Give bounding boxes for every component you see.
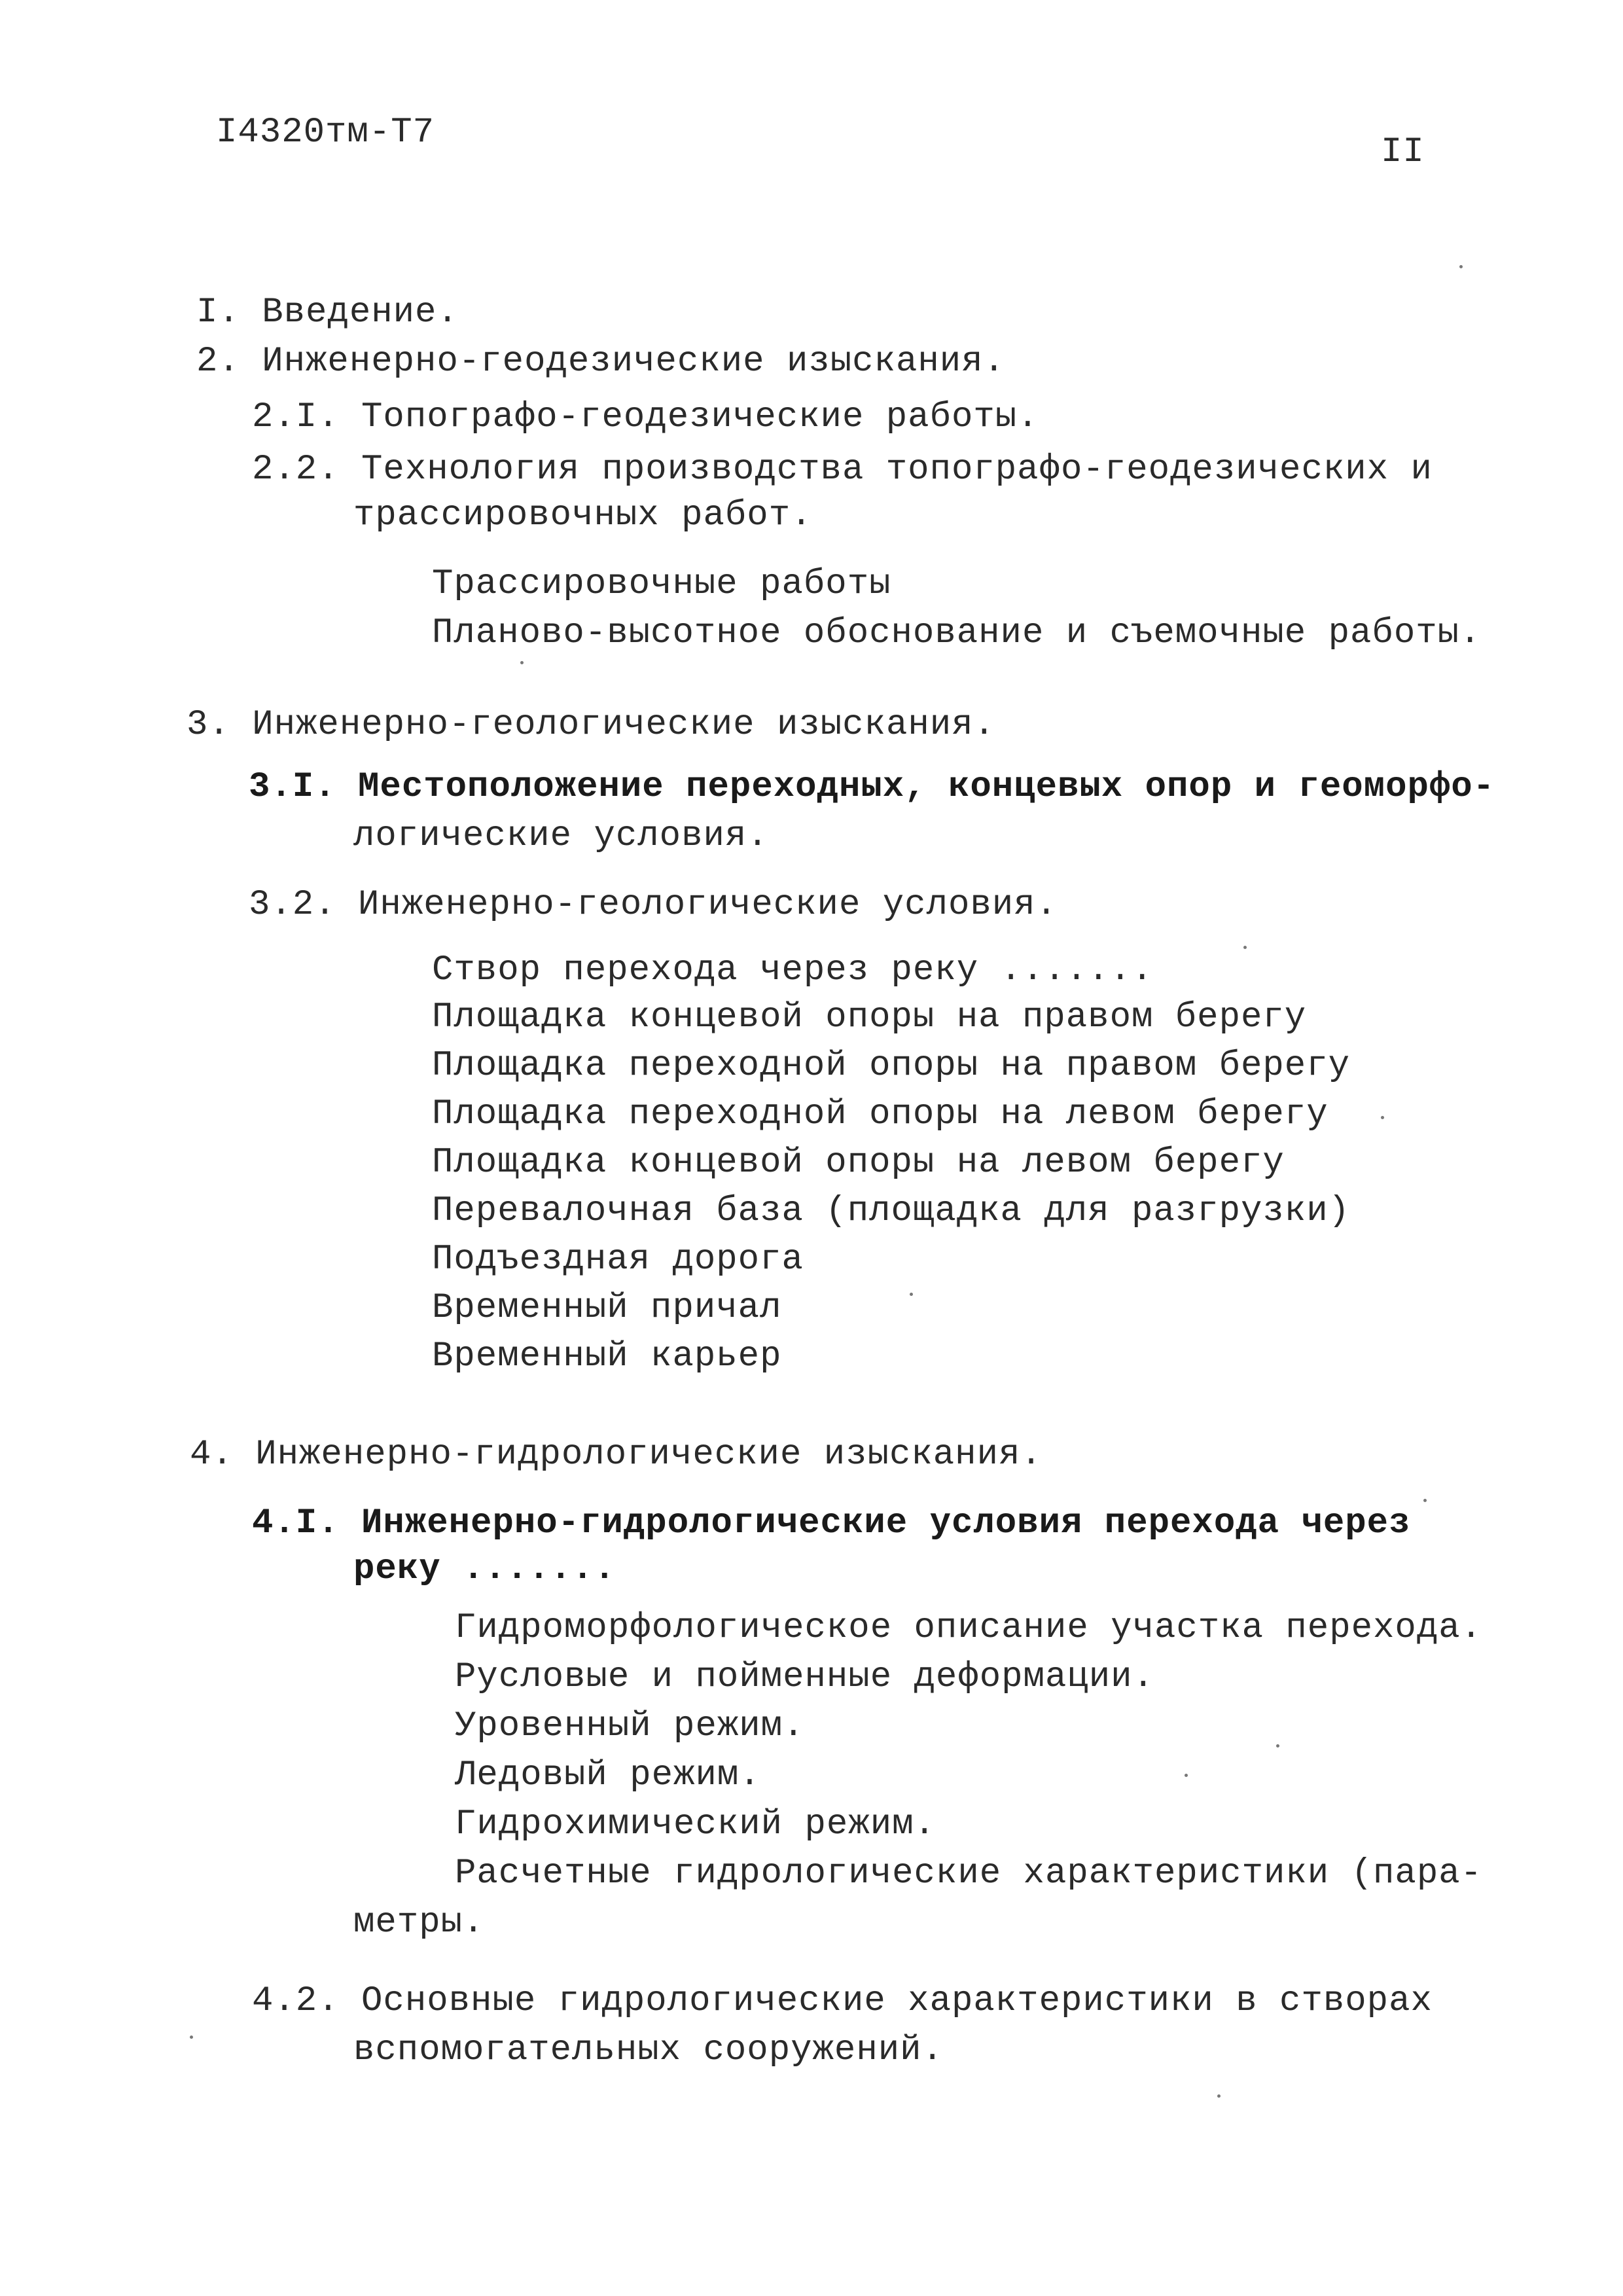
- toc-subitem: Русловые и пойменные деформации.: [455, 1657, 1154, 1697]
- document-code: I4320тм-Т7: [216, 113, 435, 152]
- toc-item-4-1-cont: реку .......: [353, 1549, 616, 1589]
- toc-subitem: Расчетные гидрологические характеристики (пара-: [455, 1854, 1483, 1893]
- toc-item-4-2-cont: вспомогательных сооружений.: [353, 2030, 944, 2070]
- toc-subitem: Планово-высотное обоснование и съемочные работы.: [432, 613, 1482, 653]
- toc-item-3-1-cont: логические условия.: [353, 816, 769, 856]
- toc-item-4-1: 4.I. Инженерно-гидрологические условия перехода через: [252, 1503, 1411, 1543]
- toc-subitem: Временный карьер: [432, 1336, 782, 1376]
- toc-subitem: Гидроморфологическое описание участка перехода.: [455, 1608, 1483, 1648]
- toc-item-3-2: 3.2. Инженерно-геологические условия.: [249, 885, 1058, 925]
- toc-subitem: Уровенный режим.: [455, 1706, 805, 1746]
- toc-item-3: 3. Инженерно-геологические изыскания.: [187, 705, 995, 745]
- scan-speck: [1276, 1744, 1279, 1748]
- scan-speck: [1217, 2094, 1221, 2098]
- toc-subitem: Площадка переходной опоры на левом берегу: [432, 1094, 1329, 1134]
- toc-subitem: Трассировочные работы: [432, 564, 891, 604]
- toc-item-2: 2. Инженерно-геодезические изыскания.: [196, 342, 1005, 382]
- toc-item-3-1: 3.I. Местоположение переходных, концевых опор и геоморфо-: [249, 767, 1495, 807]
- page-number: II: [1381, 132, 1425, 172]
- toc-item-4: 4. Инженерно-гидрологические изыскания.: [190, 1435, 1043, 1475]
- toc-subitem-cont: метры.: [353, 1903, 485, 1943]
- scan-speck: [520, 661, 524, 664]
- toc-item-2-1: 2.I. Топографо-геодезические работы.: [252, 397, 1039, 437]
- toc-subitem: Площадка переходной опоры на правом берегу: [432, 1046, 1351, 1086]
- toc-subitem: Площадка концевой опоры на правом берегу: [432, 997, 1307, 1037]
- toc-subitem: Площадка концевой опоры на левом берегу: [432, 1143, 1285, 1183]
- toc-subitem: Временный причал: [432, 1288, 782, 1328]
- toc-item-4-2: 4.2. Основные гидрологические характеристики в створах: [252, 1981, 1433, 2021]
- toc-subitem: Перевалочная база (площадка для разгрузки): [432, 1191, 1351, 1231]
- toc-subitem: Ледовый режим.: [455, 1755, 761, 1795]
- toc-item-1: I. Введение.: [196, 293, 459, 332]
- scan-speck: [1459, 265, 1463, 268]
- toc-item-2-2-cont: трассировочных работ.: [353, 495, 813, 535]
- scan-speck: [1423, 1499, 1427, 1502]
- scan-speck: [1243, 946, 1247, 949]
- scan-speck: [910, 1293, 913, 1296]
- toc-subitem: Гидрохимический режим.: [455, 1804, 936, 1844]
- scan-speck: [1381, 1116, 1384, 1119]
- scan-speck: [1185, 1774, 1188, 1777]
- toc-subitem: Подъездная дорога: [432, 1240, 804, 1280]
- toc-item-2-2: 2.2. Технология производства топографо-геодезических и: [252, 450, 1433, 490]
- scan-speck: [190, 2036, 193, 2039]
- toc-subitem: Створ перехода через реку .......: [432, 950, 1154, 990]
